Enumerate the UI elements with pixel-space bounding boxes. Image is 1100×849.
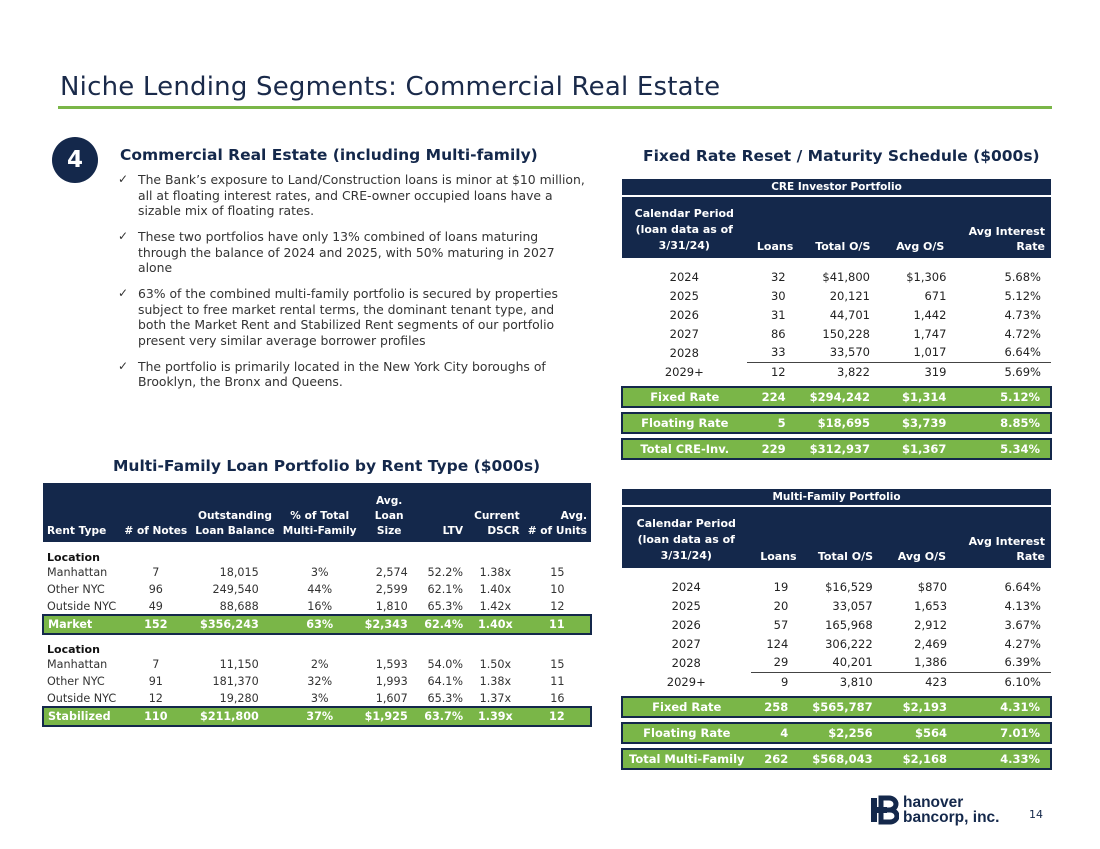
table-row: 2024 32 $41,800 $1,306 5.68% bbox=[669, 269, 1041, 284]
bullet-item bbox=[116, 359, 586, 390]
col-header-avg-os: Avg O/S bbox=[882, 196, 958, 258]
table-row: 2026 31 44,701 1,442 4.73% bbox=[669, 307, 1041, 322]
bullet-item bbox=[116, 286, 586, 348]
bullet-item bbox=[116, 229, 586, 276]
section-number-badge: 4 bbox=[52, 137, 98, 183]
col-header-rent-type: Rent Type bbox=[43, 483, 120, 542]
logo-text-bottom: bancorp, inc. bbox=[903, 809, 1000, 826]
multifamily-rent-type-title: Multi-Family Loan Portfolio by Rent Type ($000s) bbox=[113, 457, 541, 475]
total-row-fixed-rate: Fixed Rate 224 $294,242 $1,314 5.12% bbox=[622, 387, 1051, 407]
bullet-text: The Bank’s exposure to Land/Construction loans is minor at $10 million, all at floating interest rates, and CRE-owner occupied loans have a sizable mix of floating rates. bbox=[138, 172, 585, 218]
table-row: 2024 19 $16,529 $870 6.64% bbox=[671, 579, 1041, 594]
total-row-cre-inv: Total CRE-Inv. 229 $312,937 $1,367 5.34% bbox=[622, 439, 1051, 459]
col-header-period: Calendar Period (loan data as of 3/31/24) bbox=[622, 196, 747, 258]
checkmark-icon: ✓ bbox=[118, 229, 129, 243]
page-title: Niche Lending Segments: Commercial Real Estate bbox=[60, 72, 721, 102]
table-row: 2025 20 33,057 1,653 4.13% bbox=[671, 598, 1041, 613]
table-caption: Multi-Family Portfolio bbox=[622, 489, 1051, 506]
bullet-text: These two portfolios have only 13% combined of loans maturing through the balance of 2024 and 2025, with 50% maturing in 2027 alone bbox=[138, 229, 555, 275]
total-row-stabilized: Stabilized 110 $211,800 37% $1,925 63.7% 1.39x 12 bbox=[43, 707, 591, 726]
table-row: Manhattan 7 18,015 3% 2,574 52.2% 1.38x 15 bbox=[47, 566, 565, 579]
total-row-fixed-rate: Fixed Rate 258 $565,787 $2,193 4.31% bbox=[622, 697, 1051, 717]
table-caption: CRE Investor Portfolio bbox=[622, 179, 1051, 196]
table-row: Other NYC 96 249,540 44% 2,599 62.1% 1.40x 10 bbox=[47, 583, 565, 596]
col-header-units: Avg. # of Units bbox=[524, 483, 591, 542]
table-row: 2026 57 165,968 2,912 3.67% bbox=[671, 617, 1041, 632]
table-row: 2027 86 150,228 1,747 4.72% bbox=[669, 326, 1041, 341]
table-row: Other NYC 91 181,370 32% 1,993 64.1% 1.38x 11 bbox=[47, 675, 565, 688]
bullet-text: The portfolio is primarily located in the New York City boroughs of Brooklyn, the Bronx and Queens. bbox=[138, 358, 546, 389]
col-header-total-os: Total O/S bbox=[804, 196, 882, 258]
col-header-avg-loan-size: Avg. Loan Size bbox=[361, 483, 418, 542]
total-row-floating-rate: Floating Rate 5 $18,695 $3,739 8.85% bbox=[622, 413, 1051, 433]
checkmark-icon: ✓ bbox=[118, 358, 129, 373]
title-divider bbox=[58, 106, 1052, 109]
checkmark-icon: ✓ bbox=[118, 172, 129, 186]
hanover-logo bbox=[869, 795, 999, 825]
col-header-loans: Loans bbox=[751, 506, 807, 568]
multifamily-portfolio-table bbox=[621, 489, 1052, 770]
cre-heading: Commercial Real Estate (including Multi-family) bbox=[120, 146, 538, 164]
table-row: 2028 33 33,570 1,017 6.64% bbox=[669, 345, 1041, 360]
cre-investor-table bbox=[621, 179, 1052, 460]
table-row: 2029+ 12 3,822 319 5.69% bbox=[622, 362, 1051, 381]
table-row: 2025 30 20,121 671 5.12% bbox=[669, 288, 1041, 303]
total-row-multi-family: Total Multi-Family 262 $568,043 $2,168 4.33% bbox=[622, 749, 1051, 769]
col-header-loans: Loans bbox=[747, 196, 804, 258]
page-number: 14 bbox=[1029, 808, 1043, 821]
table-row: 2029+ 9 3,810 423 6.10% bbox=[622, 672, 1051, 691]
fixed-rate-schedule-title: Fixed Rate Reset / Maturity Schedule ($000s) bbox=[643, 147, 1040, 165]
group-label-location: Location bbox=[47, 551, 100, 564]
hanover-logo-icon bbox=[869, 795, 899, 825]
table-row: Outside NYC 49 88,688 16% 1,810 65.3% 1.42x 12 bbox=[47, 599, 565, 613]
col-header-avg-rate: Avg Interest Rate bbox=[958, 196, 1051, 258]
bullet-text: 63% of the combined multi-family portfolio is secured by properties subject to free market rental terms, the dominant tenant type, and both the Market Rent and Stabilized Rent segments of our portfolio present very similar average borrower profiles bbox=[138, 286, 558, 348]
col-header-total-os: Total O/S bbox=[806, 506, 884, 568]
total-row-market: Market 152 $356,243 63% $2,343 62.4% 1.40x 11 bbox=[43, 615, 591, 634]
col-header-dscr: Current DSCR bbox=[467, 483, 524, 542]
total-row-floating-rate: Floating Rate 4 $2,256 $564 7.01% bbox=[622, 723, 1051, 743]
bullet-list bbox=[116, 172, 586, 400]
col-header-avg-rate: Avg Interest Rate bbox=[959, 506, 1051, 568]
table-row: Manhattan 7 11,150 2% 1,593 54.0% 1.50x 15 bbox=[47, 658, 565, 671]
table-row: 2028 29 40,201 1,386 6.39% bbox=[671, 655, 1041, 670]
col-header-ltv: LTV bbox=[418, 483, 467, 542]
col-header-period: Calendar Period (loan data as of 3/31/24) bbox=[622, 506, 751, 568]
col-header-notes: # of Notes bbox=[120, 483, 191, 542]
rent-type-table bbox=[42, 483, 592, 727]
group-label-location: Location bbox=[47, 643, 100, 656]
col-header-avg-os: Avg O/S bbox=[885, 506, 959, 568]
table-row: Outside NYC 12 19,280 3% 1,607 65.3% 1.37x 16 bbox=[47, 691, 565, 705]
bullet-item bbox=[116, 172, 586, 219]
col-header-pct-total: % of Total Multi-Family bbox=[279, 483, 361, 542]
col-header-loan-balance: Outstanding Loan Balance bbox=[191, 483, 279, 542]
checkmark-icon: ✓ bbox=[118, 286, 129, 300]
table-row: 2027 124 306,222 2,469 4.27% bbox=[671, 636, 1041, 651]
logo-text-top: hanover bbox=[903, 794, 964, 811]
